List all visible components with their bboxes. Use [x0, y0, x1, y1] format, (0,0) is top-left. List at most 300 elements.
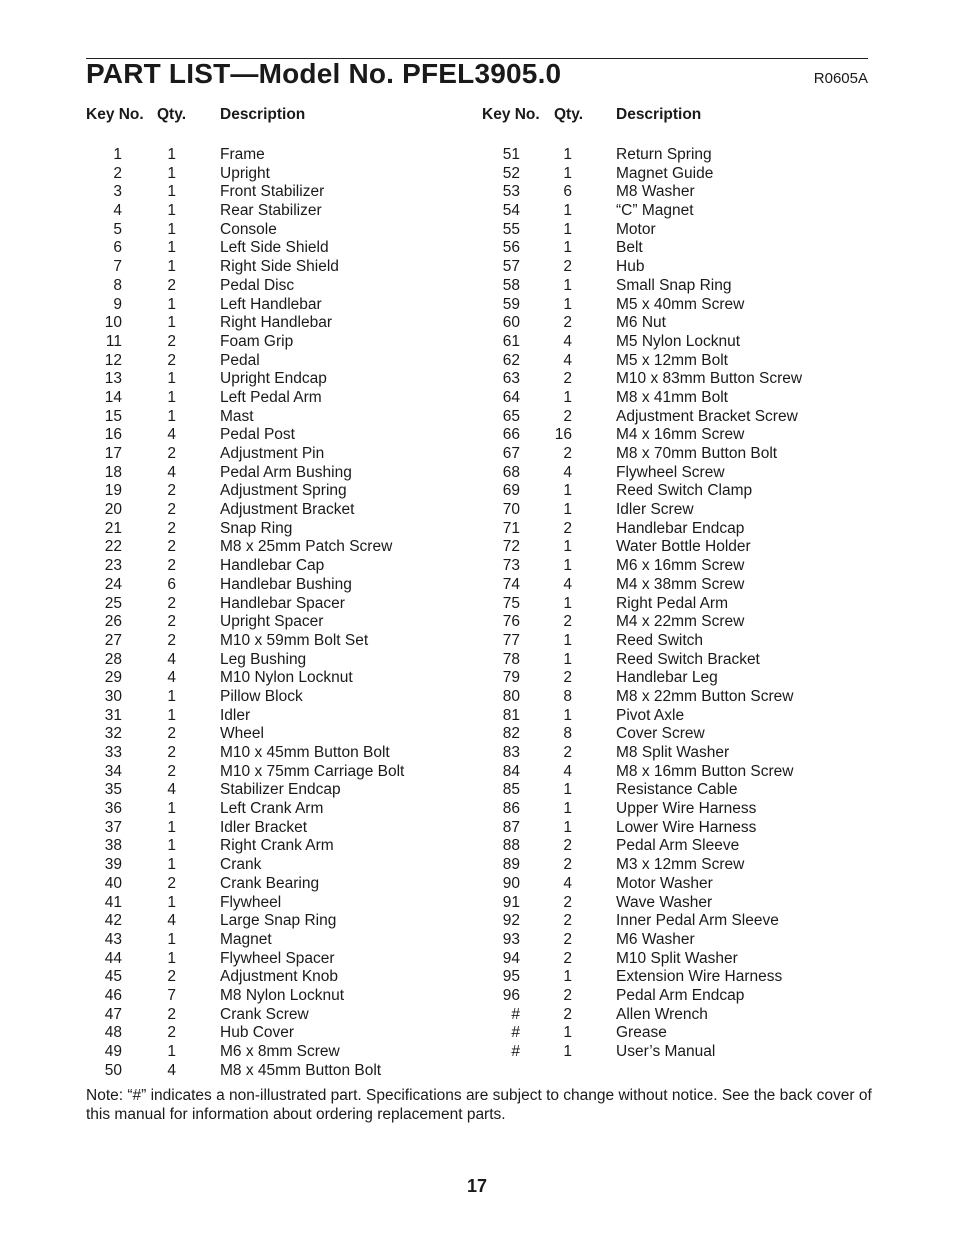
part-qty: 1 — [563, 594, 572, 612]
part-qty: 1 — [167, 818, 176, 836]
part-description: Wheel — [220, 725, 264, 743]
part-key-no: 25 — [104, 594, 122, 612]
part-description: Console — [220, 220, 277, 238]
part-qty: 2 — [563, 258, 572, 276]
page-title: PART LIST—Model No. PFEL3905.0 — [86, 58, 562, 89]
document-code: R0605A — [813, 70, 868, 87]
part-row — [482, 744, 872, 763]
part-description: Crank Screw — [220, 1005, 309, 1023]
part-key-no: 70 — [502, 501, 520, 519]
part-row — [86, 1024, 466, 1043]
part-qty: 1 — [563, 706, 572, 724]
part-row — [86, 968, 466, 987]
part-qty: 2 — [563, 613, 572, 631]
part-qty: 2 — [167, 613, 176, 631]
part-row — [482, 538, 872, 557]
part-description: M8 x 22mm Button Screw — [616, 687, 794, 705]
part-qty: 2 — [563, 837, 572, 855]
part-description: Reed Switch — [616, 631, 704, 649]
part-key-no: 83 — [502, 744, 520, 761]
part-description: Right Side Shield — [220, 258, 339, 276]
part-description: Left Crank Arm — [220, 800, 324, 818]
part-qty: 4 — [167, 669, 176, 687]
part-key-no: 75 — [502, 594, 520, 612]
part-key-no: # — [511, 1024, 520, 1042]
part-row — [482, 277, 872, 296]
part-key-no: 86 — [502, 800, 520, 818]
part-description: Pedal — [220, 351, 260, 369]
part-qty: 1 — [167, 687, 176, 705]
part-key-no: 24 — [104, 575, 122, 593]
part-key-no: 69 — [502, 482, 520, 500]
part-key-no: 21 — [104, 519, 122, 537]
part-qty: 4 — [167, 650, 176, 668]
part-key-no: 8 — [113, 276, 122, 294]
part-key-no: 14 — [104, 388, 122, 406]
part-key-no: 1 — [113, 146, 122, 163]
part-description: Motor — [616, 220, 656, 238]
part-row — [482, 333, 872, 352]
part-key-no: 45 — [104, 968, 122, 986]
part-qty: 2 — [167, 538, 176, 556]
parts-rows-left — [86, 146, 466, 1080]
part-description: M10 Split Washer — [616, 949, 738, 967]
part-description: Crank Bearing — [220, 874, 320, 892]
part-qty: 4 — [167, 1061, 176, 1079]
part-description: Foam Grip — [220, 332, 294, 350]
part-row — [482, 389, 872, 408]
part-row — [86, 352, 466, 371]
part-key-no: 76 — [502, 613, 520, 631]
part-row — [482, 426, 872, 445]
part-row — [482, 314, 872, 333]
part-key-no: 18 — [104, 463, 122, 481]
part-qty: 1 — [167, 239, 176, 257]
header-qty: Qty. — [157, 106, 186, 123]
part-key-no: 38 — [104, 837, 122, 855]
part-row — [86, 146, 466, 165]
part-description: M10 x 83mm Button Screw — [616, 370, 803, 388]
part-description: Idler — [220, 706, 251, 724]
part-description: Idler Screw — [616, 501, 694, 519]
part-qty: 4 — [167, 912, 176, 930]
part-qty: 2 — [167, 332, 176, 350]
part-description: M8 x 25mm Patch Screw — [220, 538, 393, 556]
part-key-no: 64 — [502, 388, 520, 406]
part-row — [86, 296, 466, 315]
part-qty: 2 — [563, 314, 572, 332]
part-qty: 2 — [563, 893, 572, 911]
part-qty: 6 — [167, 575, 176, 593]
part-row — [86, 856, 466, 875]
part-description: Large Snap Ring — [220, 912, 337, 930]
part-row — [482, 445, 872, 464]
part-key-no: 32 — [104, 725, 122, 743]
part-qty: 2 — [167, 501, 176, 519]
part-description: M4 x 16mm Screw — [616, 426, 745, 444]
part-description: Handlebar Spacer — [220, 594, 345, 612]
part-qty: 2 — [167, 445, 176, 462]
part-row — [482, 875, 872, 894]
part-description: Adjustment Bracket Screw — [616, 407, 798, 425]
part-row — [86, 632, 466, 651]
part-qty: 2 — [167, 519, 176, 537]
part-description: M5 x 12mm Bolt — [616, 351, 728, 369]
part-description: Right Pedal Arm — [616, 594, 728, 612]
part-row — [86, 707, 466, 726]
part-key-no: 44 — [104, 949, 122, 967]
part-qty: 2 — [563, 519, 572, 537]
part-key-no: 57 — [502, 258, 520, 276]
part-qty: 2 — [167, 1005, 176, 1023]
part-description: Upright — [220, 164, 270, 182]
footnote: Note: “#” indicates a non-illustrated part. Specifications are subject to change without notice. See the back cover of this manual for information about ordering replacement parts. — [86, 1087, 872, 1123]
part-key-no: 3 — [113, 183, 122, 201]
part-description: Upright Endcap — [220, 370, 327, 388]
part-qty: 2 — [167, 482, 176, 500]
part-row — [86, 595, 466, 614]
part-qty: 1 — [563, 295, 572, 313]
part-row — [86, 875, 466, 894]
part-qty: 2 — [167, 762, 176, 780]
part-row — [482, 1006, 872, 1025]
part-key-no: 11 — [105, 332, 122, 350]
part-description: Idler Bracket — [220, 818, 308, 836]
part-key-no: 81 — [502, 706, 520, 724]
part-key-no: # — [511, 1043, 520, 1060]
part-row — [86, 651, 466, 670]
header-key-no: Key No. — [482, 106, 540, 123]
part-row — [86, 482, 466, 501]
part-row — [86, 408, 466, 427]
part-qty: 4 — [563, 463, 572, 481]
part-qty: 1 — [167, 893, 176, 911]
part-qty: 1 — [167, 314, 176, 332]
part-qty: 1 — [167, 220, 176, 238]
part-description: Pillow Block — [220, 687, 303, 705]
part-key-no: 80 — [502, 687, 520, 705]
part-key-no: 90 — [502, 874, 520, 892]
part-qty: 2 — [563, 669, 572, 687]
part-qty: 1 — [167, 930, 176, 948]
part-description: M10 x 45mm Button Bolt — [220, 744, 390, 761]
part-row — [86, 1062, 466, 1081]
part-row — [86, 333, 466, 352]
part-description: Pivot Axle — [616, 706, 685, 724]
part-key-no: 73 — [502, 557, 520, 575]
part-qty: 2 — [563, 912, 572, 930]
part-qty: 1 — [167, 407, 176, 425]
part-qty: 16 — [554, 426, 572, 444]
part-qty: 8 — [563, 725, 572, 743]
part-description: Stabilizer Endcap — [220, 781, 341, 799]
part-qty: 4 — [563, 351, 572, 369]
part-key-no: 43 — [104, 930, 122, 948]
part-qty: 2 — [167, 744, 176, 761]
part-key-no: 78 — [502, 650, 520, 668]
part-description: Wave Washer — [616, 893, 713, 911]
part-key-no: 95 — [502, 968, 520, 986]
part-description: Motor Washer — [616, 874, 713, 892]
part-key-no: 58 — [502, 276, 520, 294]
part-row — [482, 613, 872, 632]
part-description: Hub Cover — [220, 1024, 295, 1042]
part-qty: 1 — [563, 631, 572, 649]
part-qty: 1 — [563, 1024, 572, 1042]
part-row — [86, 426, 466, 445]
part-description: Adjustment Pin — [220, 445, 325, 462]
part-qty: 8 — [563, 687, 572, 705]
part-row — [482, 239, 872, 258]
part-key-no: 40 — [104, 874, 122, 892]
part-qty: 1 — [563, 501, 572, 519]
part-key-no: 9 — [113, 295, 122, 313]
part-row — [482, 819, 872, 838]
part-row — [86, 314, 466, 333]
part-key-no: 49 — [104, 1043, 122, 1060]
part-row — [86, 389, 466, 408]
part-description: M8 x 70mm Button Bolt — [616, 445, 778, 462]
part-key-no: 47 — [104, 1005, 122, 1023]
part-row — [482, 707, 872, 726]
part-row — [86, 1006, 466, 1025]
parts-rows-right — [482, 146, 872, 1062]
part-description: Front Stabilizer — [220, 183, 325, 201]
part-description: Frame — [220, 146, 265, 163]
part-key-no: 42 — [104, 912, 122, 930]
part-row — [86, 520, 466, 539]
part-key-no: 20 — [104, 501, 122, 519]
part-qty: 1 — [563, 146, 572, 163]
part-key-no: 19 — [104, 482, 122, 500]
part-row — [482, 632, 872, 651]
part-description: Left Handlebar — [220, 295, 322, 313]
part-key-no: 53 — [502, 183, 520, 201]
part-qty: 1 — [167, 856, 176, 874]
part-key-no: 2 — [113, 164, 122, 182]
part-qty: 2 — [563, 370, 572, 388]
part-qty: 1 — [563, 482, 572, 500]
part-qty: 2 — [563, 1005, 572, 1023]
page-number: 17 — [466, 1176, 488, 1196]
part-row — [482, 800, 872, 819]
part-description: Right Crank Arm — [220, 837, 334, 855]
part-key-no: 50 — [104, 1061, 122, 1079]
header-description: Description — [616, 106, 702, 123]
part-key-no: 5 — [113, 220, 122, 238]
part-key-no: 6 — [113, 239, 122, 257]
part-qty: 4 — [563, 874, 572, 892]
part-description: Adjustment Bracket — [220, 501, 355, 519]
column-header — [482, 106, 872, 126]
part-key-no: 39 — [104, 856, 122, 874]
part-qty: 1 — [563, 538, 572, 556]
part-qty: 1 — [563, 220, 572, 238]
part-qty: 2 — [563, 949, 572, 967]
part-description: Pedal Disc — [220, 276, 295, 294]
part-row — [86, 819, 466, 838]
part-description: Rear Stabilizer — [220, 202, 322, 220]
part-qty: 4 — [563, 575, 572, 593]
part-row — [482, 950, 872, 969]
part-qty: 4 — [167, 426, 176, 444]
part-description: Return Spring — [616, 146, 712, 163]
part-row — [482, 912, 872, 931]
part-row — [482, 202, 872, 221]
part-row — [86, 744, 466, 763]
part-row — [86, 931, 466, 950]
part-key-no: 67 — [502, 445, 520, 462]
part-row — [482, 856, 872, 875]
part-qty: 1 — [563, 164, 572, 182]
part-row — [482, 296, 872, 315]
part-description: Inner Pedal Arm Sleeve — [616, 912, 779, 930]
part-key-no: 71 — [502, 519, 520, 537]
part-key-no: 59 — [502, 295, 520, 313]
part-qty: 1 — [167, 183, 176, 201]
part-description: M8 Washer — [616, 183, 695, 201]
part-row — [86, 501, 466, 520]
part-qty: 1 — [563, 818, 572, 836]
part-description: Right Handlebar — [220, 314, 333, 332]
part-key-no: 37 — [104, 818, 122, 836]
part-row — [86, 277, 466, 296]
part-key-no: 66 — [502, 426, 520, 444]
part-key-no: 34 — [104, 762, 122, 780]
part-row — [482, 1043, 872, 1062]
part-qty: 2 — [167, 557, 176, 575]
part-description: Handlebar Leg — [616, 669, 718, 687]
part-row — [86, 445, 466, 464]
part-qty: 7 — [167, 986, 176, 1004]
part-row — [482, 183, 872, 202]
part-description: M5 x 40mm Screw — [616, 295, 745, 313]
part-description: M4 x 38mm Screw — [616, 575, 745, 593]
part-key-no: 85 — [502, 781, 520, 799]
part-description: M10 Nylon Locknut — [220, 669, 353, 687]
part-row — [86, 800, 466, 819]
part-qty: 1 — [167, 706, 176, 724]
part-description: Handlebar Endcap — [616, 519, 745, 537]
part-row — [86, 987, 466, 1006]
part-qty: 4 — [167, 463, 176, 481]
part-row — [86, 669, 466, 688]
part-row — [482, 763, 872, 782]
part-row — [86, 538, 466, 557]
part-key-no: 12 — [104, 351, 122, 369]
part-description: Flywheel — [220, 893, 282, 911]
part-row — [86, 202, 466, 221]
part-row — [86, 576, 466, 595]
part-key-no: 72 — [502, 538, 520, 556]
part-description: Snap Ring — [220, 519, 293, 537]
column-header — [86, 106, 466, 126]
part-key-no: 36 — [104, 800, 122, 818]
part-description: Left Pedal Arm — [220, 388, 322, 406]
part-row — [482, 165, 872, 184]
part-description: Handlebar Cap — [220, 557, 325, 575]
part-qty: 2 — [563, 445, 572, 462]
part-key-no: 77 — [502, 631, 520, 649]
part-qty: 2 — [167, 874, 176, 892]
part-key-no: 29 — [104, 669, 122, 687]
part-description: M8 Split Washer — [616, 744, 730, 761]
part-row — [482, 931, 872, 950]
part-row — [86, 912, 466, 931]
part-qty: 1 — [563, 239, 572, 257]
part-qty: 4 — [563, 762, 572, 780]
part-row — [482, 987, 872, 1006]
part-description: “C” Magnet — [616, 202, 694, 220]
part-row — [482, 781, 872, 800]
part-key-no: 51 — [502, 146, 520, 163]
part-description: Lower Wire Harness — [616, 818, 757, 836]
part-description: M4 x 22mm Screw — [616, 613, 745, 631]
part-description: Leg Bushing — [220, 650, 307, 668]
part-key-no: 48 — [104, 1024, 122, 1042]
part-row — [482, 146, 872, 165]
part-description: Pedal Arm Bushing — [220, 463, 352, 481]
part-qty: 1 — [167, 800, 176, 818]
part-row — [86, 781, 466, 800]
part-key-no: 91 — [502, 893, 520, 911]
part-key-no: 33 — [104, 744, 122, 761]
part-qty: 1 — [167, 258, 176, 276]
part-row — [482, 688, 872, 707]
part-key-no: 31 — [104, 706, 122, 724]
part-qty: 1 — [167, 164, 176, 182]
part-key-no: 84 — [502, 762, 520, 780]
part-description: M6 Nut — [616, 314, 666, 332]
part-key-no: 10 — [104, 314, 122, 332]
part-row — [482, 408, 872, 427]
part-key-no: 22 — [104, 538, 122, 556]
part-qty: 1 — [167, 837, 176, 855]
part-row — [86, 688, 466, 707]
part-description: Upright Spacer — [220, 613, 324, 631]
part-description: M5 Nylon Locknut — [616, 332, 741, 350]
part-key-no: 17 — [104, 445, 122, 462]
part-row — [482, 576, 872, 595]
part-qty: 1 — [563, 650, 572, 668]
part-key-no: 46 — [104, 986, 122, 1004]
part-key-no: 27 — [104, 631, 122, 649]
part-qty: 4 — [563, 332, 572, 350]
part-qty: 1 — [167, 146, 176, 163]
part-row — [482, 669, 872, 688]
part-row — [482, 837, 872, 856]
part-description: Hub — [616, 258, 645, 276]
part-row — [86, 725, 466, 744]
part-description: M8 x 45mm Button Bolt — [220, 1061, 382, 1079]
part-qty: 1 — [563, 1043, 572, 1060]
part-qty: 1 — [563, 388, 572, 406]
part-description: Belt — [616, 239, 643, 257]
part-key-no: 54 — [502, 202, 520, 220]
part-row — [86, 258, 466, 277]
part-key-no: 87 — [502, 818, 520, 836]
part-description: User’s Manual — [616, 1043, 716, 1060]
part-qty: 2 — [563, 856, 572, 874]
part-qty: 1 — [167, 949, 176, 967]
part-row — [482, 501, 872, 520]
part-description: Resistance Cable — [616, 781, 738, 799]
part-qty: 2 — [167, 276, 176, 294]
part-description: M8 Nylon Locknut — [220, 986, 345, 1004]
part-key-no: 79 — [502, 669, 520, 687]
part-key-no: 28 — [104, 650, 122, 668]
part-key-no: 4 — [113, 202, 122, 220]
